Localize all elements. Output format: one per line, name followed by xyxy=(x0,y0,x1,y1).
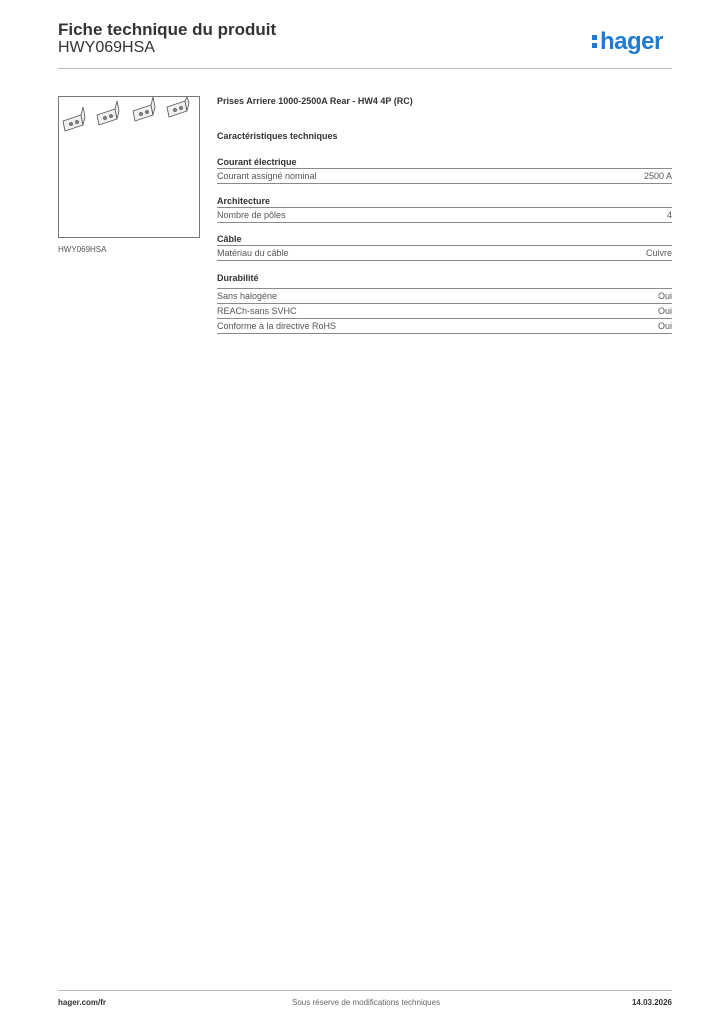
spec-row xyxy=(217,169,672,184)
image-caption: HWY069HSA xyxy=(58,245,107,254)
header-divider xyxy=(58,68,672,69)
section-title: Durabilité xyxy=(217,273,259,283)
footer-notice: Sous réserve de modifications techniques xyxy=(292,998,441,1007)
spec-row xyxy=(217,208,672,223)
spec-row xyxy=(217,246,672,261)
section-title: Architecture xyxy=(217,195,672,208)
spec-value: Oui xyxy=(657,291,672,301)
footer-divider xyxy=(58,990,672,991)
section-title: Câble xyxy=(217,233,672,246)
spec-label: Courant assigné nominal xyxy=(217,171,317,181)
product-image xyxy=(58,96,200,238)
section-current xyxy=(217,156,672,184)
page-title: Fiche technique du produit xyxy=(58,20,277,39)
terminal-brackets-icon xyxy=(59,97,199,237)
spec-value: 2500 A xyxy=(643,171,672,181)
spec-row xyxy=(217,304,672,319)
product-title: Prises Arriere 1000-2500A Rear - HW4 4P (RC) xyxy=(217,96,413,106)
spec-value: Oui xyxy=(657,321,672,331)
section-architecture xyxy=(217,195,672,223)
spec-value: Oui xyxy=(657,306,672,316)
section-durability xyxy=(217,272,672,334)
spec-value: 4 xyxy=(666,210,672,220)
hager-logo xyxy=(592,28,663,56)
logo-colon-icon xyxy=(592,28,598,50)
spec-value: Cuivre xyxy=(645,248,672,258)
spec-label: Nombre de pôles xyxy=(217,210,286,220)
spec-label: Matériau du câble xyxy=(217,248,289,258)
footer-date: 14.03.2026 xyxy=(631,998,672,1007)
spec-label: REACh-sans SVHC xyxy=(217,306,297,316)
section-title: Courant électrique xyxy=(217,156,672,169)
spec-row xyxy=(217,319,672,334)
spec-label: Sans halogène xyxy=(217,291,278,301)
spec-row xyxy=(217,288,672,304)
footer-website: hager.com/fr xyxy=(58,998,107,1007)
tech-heading: Caractéristiques techniques xyxy=(217,131,338,141)
spec-label: Conforme à la directive RoHS xyxy=(217,321,337,331)
section-cable xyxy=(217,233,672,261)
product-code: HWY069HSA xyxy=(58,39,155,56)
logo-text: hager xyxy=(600,28,663,55)
